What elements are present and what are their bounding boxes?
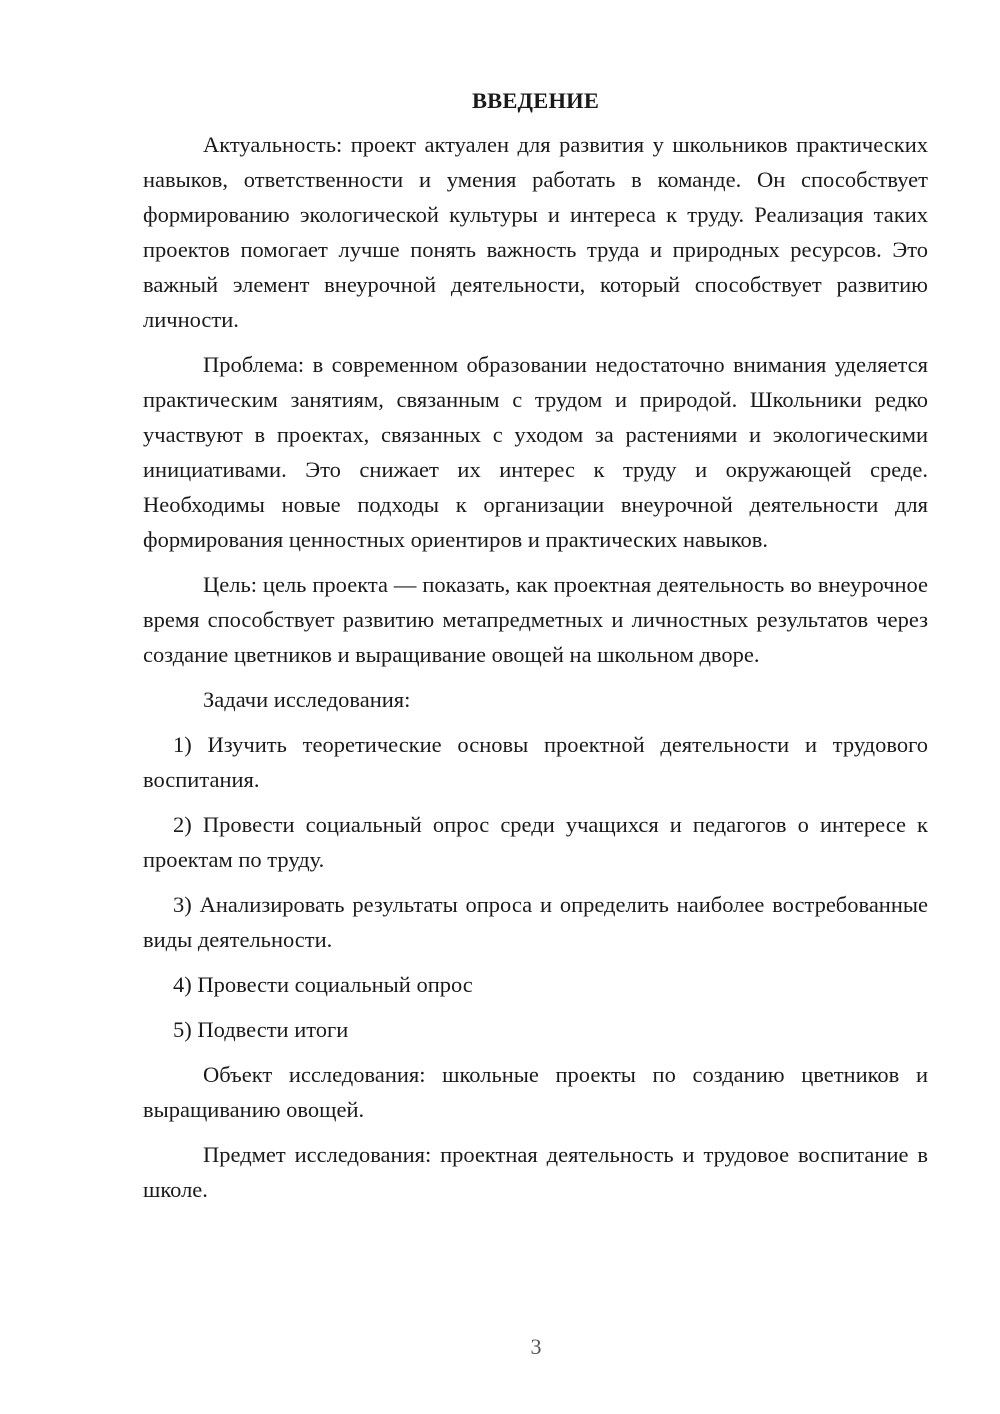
paragraph-subject: Предмет исследования: проектная деятельность и трудовое воспитание в школе. [143,1141,928,1202]
task-item-3: 3) Анализировать результаты опроса и определить наиболее востребованные виды деятельности. [143,891,928,952]
paragraph-problem: Проблема: в современном образовании недостаточно внимания уделяется практическим занятиям, связанным с трудом и природой. Школьники редко участвуют в проектах, связанных с уходом за растениями и экологическими инициативами. Это снижает их интерес к труду и окружающей среде. Необходимы новые подходы к организации внеурочной деятельности для формирования ценностных ориентиров и практических навыков. [143,351,928,552]
paragraph-goal: Цель: цель проекта — показать, как проектная деятельность во внеурочное время способствует развитию метапредметных и личностных результатов через создание цветников и выращивание овощей на школьном дворе. [143,571,928,667]
paragraph-relevance: Актуальность: проект актуален для развития у школьников практических навыков, ответственности и умения работать в команде. Он способствует формированию экологической культуры и интереса к труду. Реализация таких проектов помогает лучше понять важность труда и природных ресурсов. Это важный элемент внеурочной деятельности, который способствует развитию личности. [143,131,928,332]
task-item-4: 4) Провести социальный опрос [173,971,473,997]
page-content [143,90,928,1207]
task-item-2: 2) Провести социальный опрос среди учащихся и педагогов о интересе к проектам по труду. [143,811,928,872]
page-number: 3 [530,1334,542,1359]
task-item-1: 1) Изучить теоретические основы проектной деятельности и трудового воспитания. [143,731,928,792]
section-title: ВВЕДЕНИЕ [471,88,600,113]
task-item-5: 5) Подвести итоги [173,1016,349,1042]
paragraph-object: Объект исследования: школьные проекты по созданию цветников и выращиванию овощей. [143,1061,928,1122]
tasks-heading: Задачи исследования: [203,686,411,712]
